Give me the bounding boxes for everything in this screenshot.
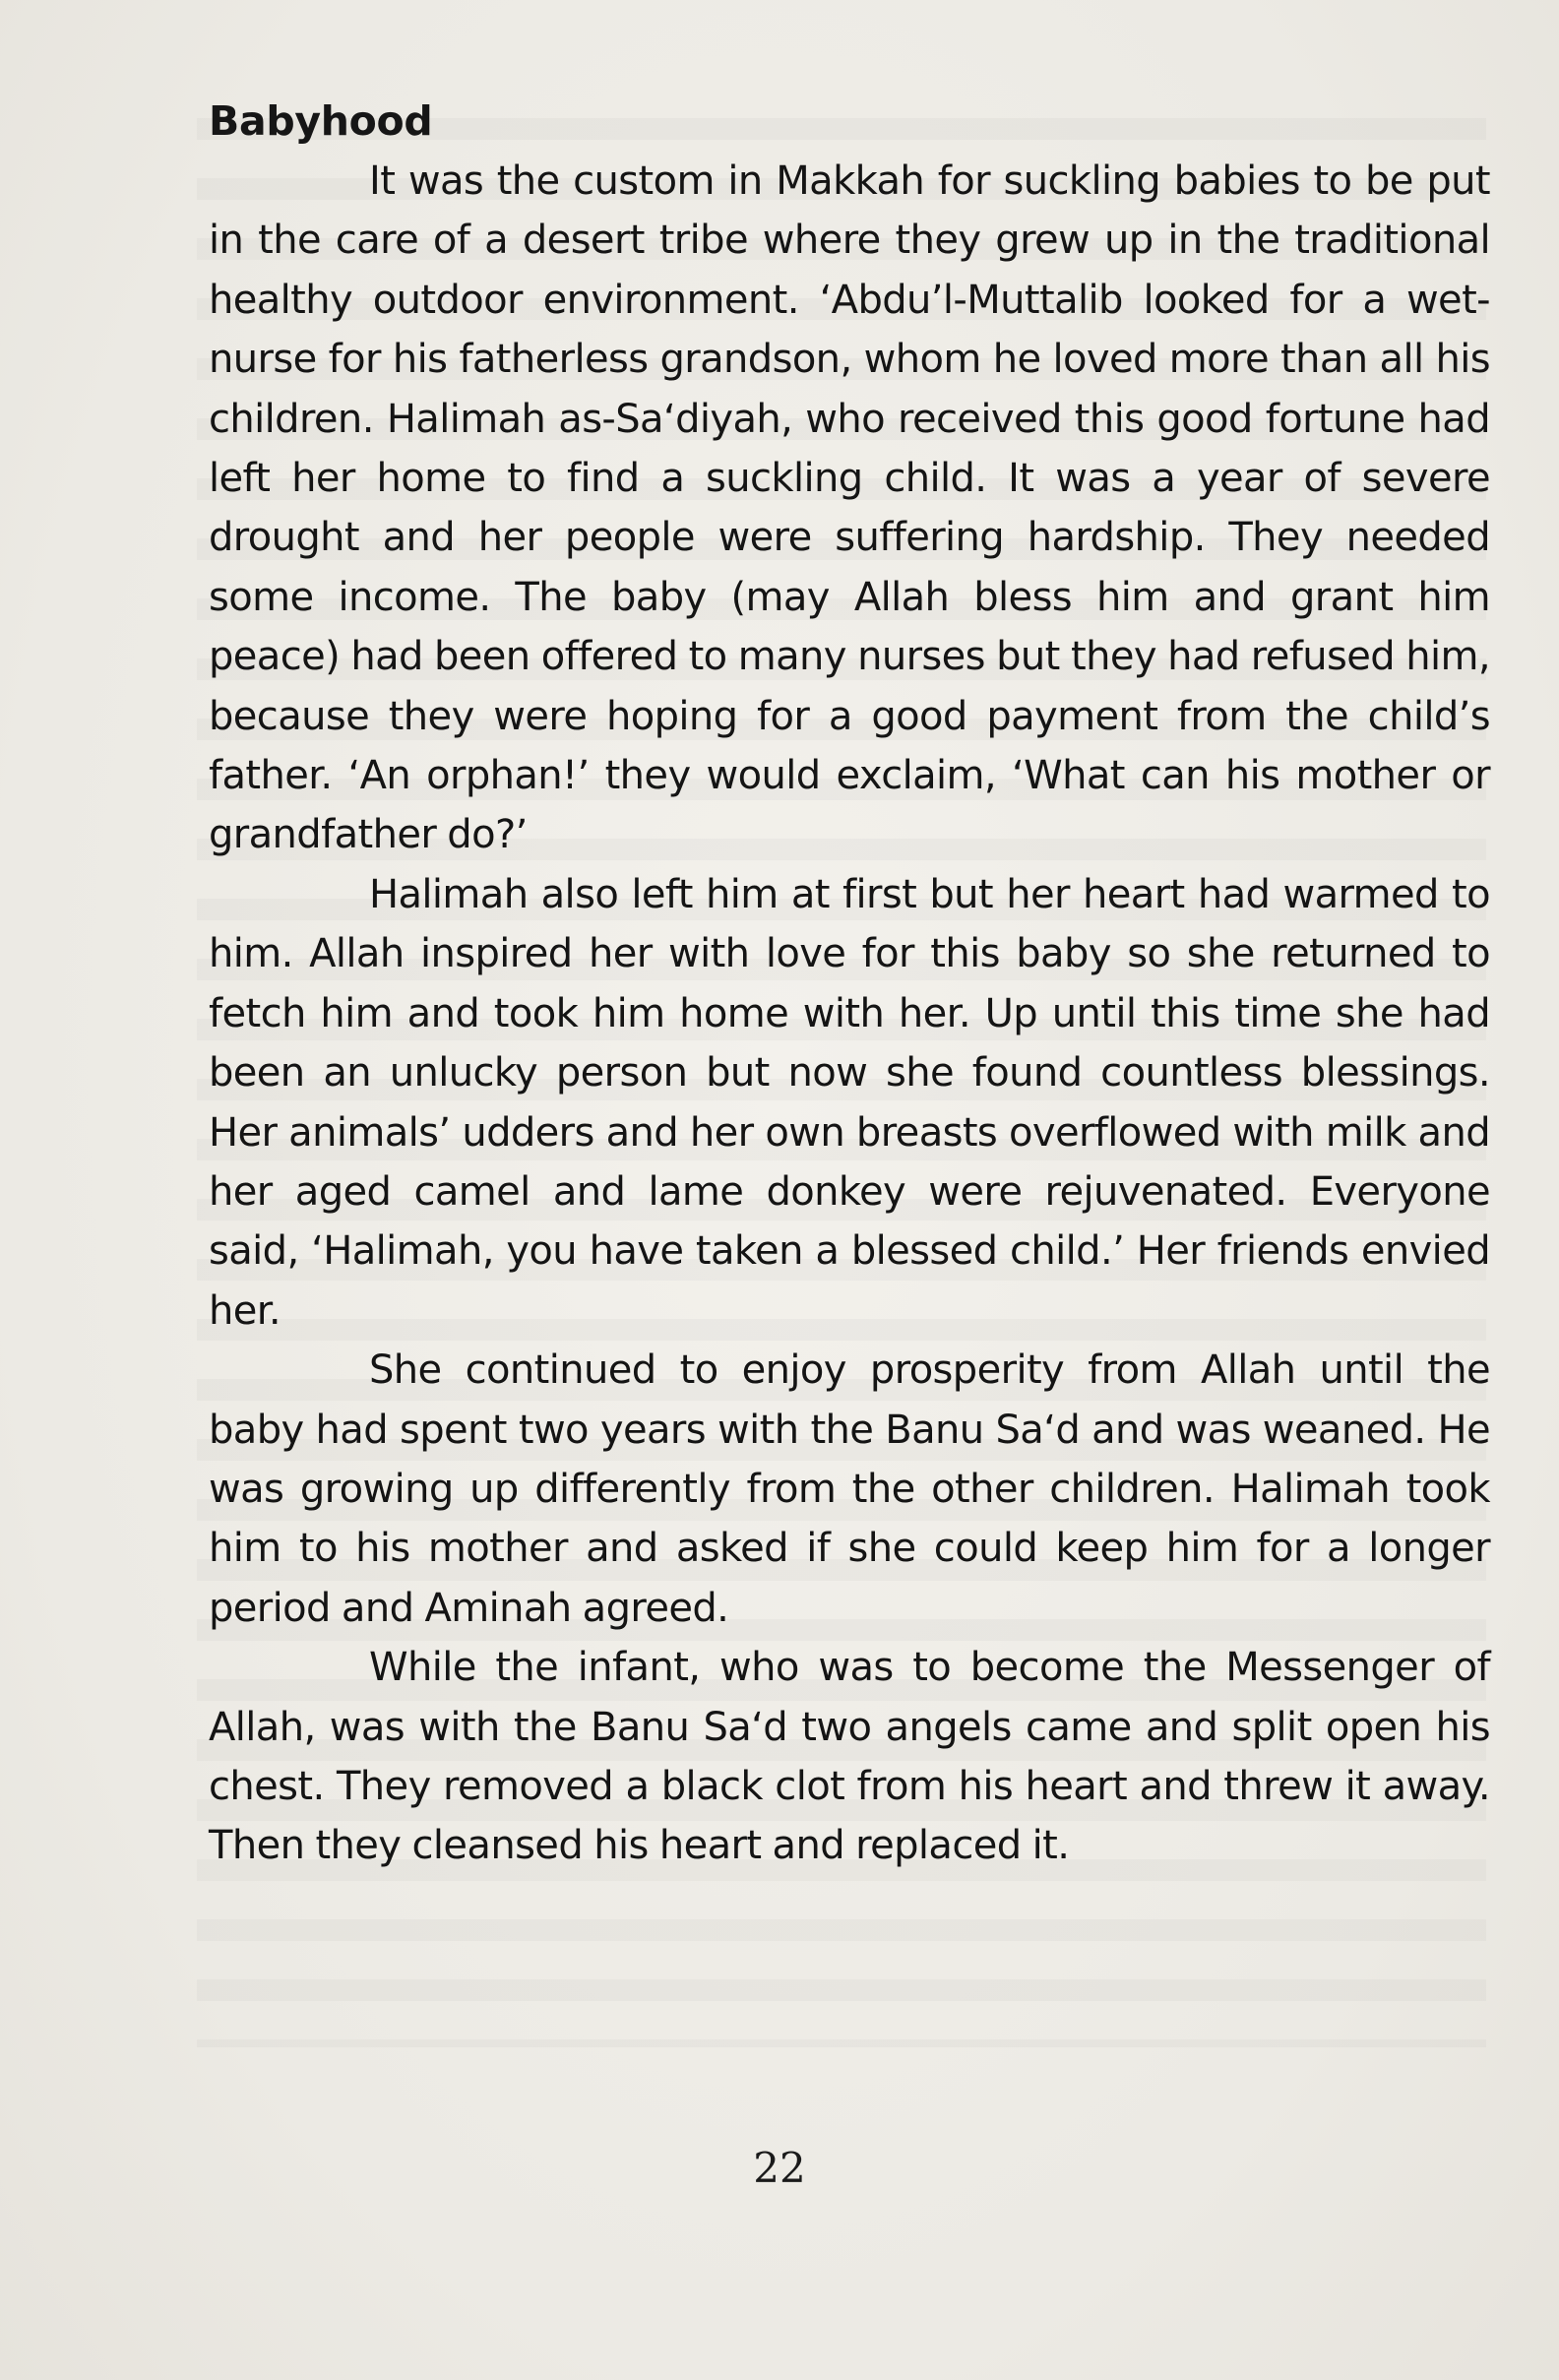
paragraph: She continued to enjoy prosperity from Allah until the baby had spent two years with the Banu Sa‘d and was weaned. He was growing up differently from the other children. Halimah took him to his mother and asked if she could keep him for a longer period and Aminah agreed. — [209, 1347, 1490, 1631]
paragraph: While the infant, who was to become the Messenger of Allah, was with the Banu Sa‘d two angels came and split open his chest. They removed a black clot from his heart and threw it away. Then they cleansed his heart and replaced it. — [209, 1645, 1490, 1869]
paragraph: It was the custom in Makkah for suckling babies to be put in the care of a desert tribe where they grew up in the traditional healthy outdoor environment. ‘Abdu’l-Muttalib looked for a wet-nurse for his fatherless grandson, whom he loved more than all his children. Halimah as-Sa‘diyah, who received this good fortune had left her home to find a suckling child. It was a year of severe drought and her people were suffering hardship. They needed some income. The baby (may Allah bless him and grant him peace) had been offered to many nurses but they had refused him, because they were hoping for a good payment from the child’s father. ‘An orphan!’ they would exclaim, ‘What can his mother or grandfather do?’ — [209, 158, 1490, 858]
page-number: 22 — [753, 2144, 806, 2192]
page-body — [209, 91, 1490, 1876]
section-heading: Babyhood — [209, 97, 433, 145]
paragraph: Halimah also left him at first but her heart had warmed to him. Allah inspired her with love for this baby so she returned to fetch him and took him home with her. Up until this time she had been an unlucky person but now she found countless blessings. Her animals’ udders and her own breasts overflowed with milk and her aged camel and lame donkey were rejuvenated. Everyone said, ‘Halimah, you have taken a blessed child.’ Her friends envied her. — [209, 871, 1490, 1334]
